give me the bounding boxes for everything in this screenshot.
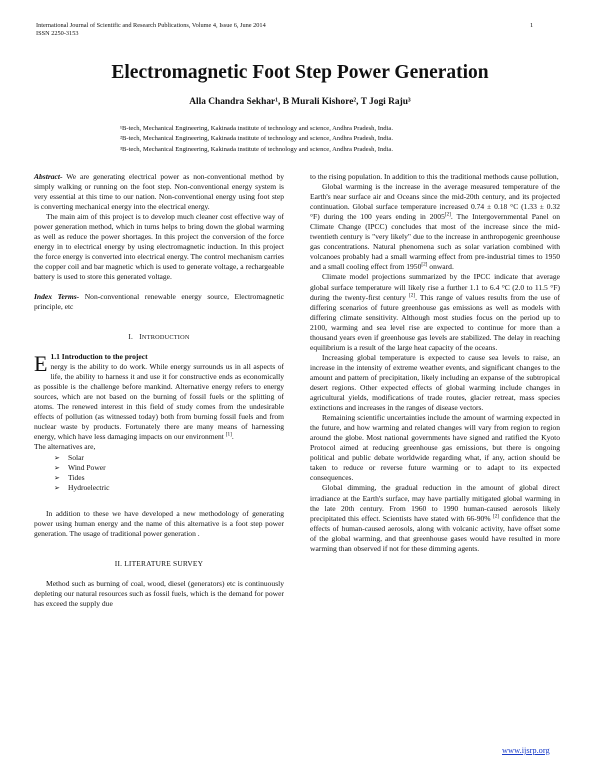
global-dimming-paragraph: Global dimming, the gradual reduction in the amount of global direct irradiance at the Earth's surface, may have partially mitigated global warming in the late 20th century. From 1960 to 1990 human-caused aerosols likely precipitated this effect. Scientists have stated with 66-90% [2] confidence that the effects of human-caused aerosols, along with volcanic activity, have offset some of the global warming, and that greenhouse gases would have resulted in more warming than observed if not for these dimming agents. <box>310 483 560 553</box>
climate-model-paragraph: Climate model projections summarized by the IPCC indicate that average global surface temperature will likely rise a further 1.1 to 6.4 °C (2.0 to 11.5 °F) during the twenty-first century [2]. This range of values results from the use of differing scenarios of future greenhouse gas emissions as well as models with differing climate sensitivity. Although most studies focus on the period up to 2100, warming and sea level rise are expected to continue for more than a thousand years even if greenhouse gas levels are stabilized. The delay in reaching equilibrium is a result of the large heat capacity of the oceans. <box>310 272 561 352</box>
drop-cap: E <box>34 350 48 376</box>
arrow-bullet-icon: ➢ <box>54 464 60 473</box>
author-list: Alla Chandra Sekhar¹, B Murali Kishore², T Jogi Raju³ <box>189 97 411 107</box>
index-terms-label: Index Terms- <box>34 291 80 301</box>
intro-paragraph: E 1.1 Introduction to the project nergy is the ability to do work. While energy surrounds us in all aspects of life, the ability to harness it and use it for constructive ends as economically as possible is the challenge before mankind. Alternative energy refers to energy sources, which are not based on the burning of fossil fuels or the splitting of atoms. The renewed interest in this field of study comes from the undesirable effects of pollution (as witnessed today) both from burning fossil fuels and from nuclear waste by products. Fortunately there are many means of harnessing energy, which have less damaging impacts on our environment [1]. <box>34 350 284 442</box>
journal-citation: International Journal of Scientific and Research Publications, Volume 4, Issue 6, June 2014 <box>36 22 266 29</box>
intro-paragraph-2: In addition to these we have developed a new methodology of generating power using human energy and the name of this alternative is a foot step power generation. The usage of traditional power generation . <box>34 509 284 539</box>
citation-ref: [2] <box>409 292 416 299</box>
arrow-bullet-icon: ➢ <box>54 484 60 493</box>
affiliation-2: ²B-tech, Mechanical Engineering, Kakinada institute of technology and science, Andhra Pradesh, India. <box>120 135 393 143</box>
citation-ref: [1] <box>225 431 232 438</box>
issn: ISSN 2250-3153 <box>36 30 79 38</box>
temperature-effects-paragraph: Increasing global temperature is expected to cause sea levels to raise, an increase in the intensity of extreme weather events, and significant changes to the amount and pattern of precipitation, likely including an expanse of the subtropical desert regions. Other expected effects of global warming include changes in agricultural yields, modifications of trade routes, glacier retreat, mass species extinctions and increases in the ranges of disease vectors. <box>310 352 560 413</box>
running-header <box>36 22 266 38</box>
section-heading-introduction: I. INTRODUCTION <box>128 331 190 341</box>
right-column <box>310 172 560 554</box>
alternatives-list <box>34 453 284 493</box>
abstract-paragraph-2: The main aim of this project is to develop much cleaner cost effective way of power generation method, which in turns helps to bring down the global warming as well as reduce the power shortages. In this project the conversion of the force energy in to electrical energy by using electromagnetic induction. In this project the force energy is converted into electrical energy. The control mechanism carries the copper coil and bar magnetic which is used to generate voltage, a rechargeable battery is used to store this generated voltage. <box>34 212 284 282</box>
arrow-bullet-icon: ➢ <box>54 474 60 483</box>
journal-website-link[interactable]: www.ijsrp.org <box>502 746 550 755</box>
affiliation-1: ¹B-tech, Mechanical Engineering, Kakinada institute of technology and science, Andhra Pradesh, India. <box>120 125 393 132</box>
citation-ref: [2] <box>444 211 451 218</box>
citation-ref: [2] <box>492 513 500 520</box>
abstract-label: Abstract- <box>34 172 63 181</box>
left-column <box>34 172 284 609</box>
paragraph-continued: to the rising population. In addition to this the traditional methods cause pollution, <box>310 172 559 181</box>
citation-ref: [2] <box>421 261 428 268</box>
uncertainties-paragraph: Remaining scientific uncertainties include the amount of warming expected in the future, and how warming and related changes will vary from region to region around the globe. Most national governments have signed and ratified the Kyoto Protocol aimed at reducing greenhouse gas emissions, but there is ongoing political and public debate worldwide regarding what, if any, action should be taken to reduce or reverse future warming or to adapt to its expected consequences. <box>310 413 560 483</box>
paper-title: Electromagnetic Foot Step Power Generation <box>111 62 489 83</box>
alternatives-intro: The alternatives are, <box>34 442 96 452</box>
page-number: 1 <box>530 22 534 29</box>
affiliation-3: ³B-tech, Mechanical Engineering, Kakinada institute of technology and science, Andhra Pradesh, India. <box>120 145 393 153</box>
global-warming-paragraph: Global warming is the increase in the average measured temperature of the Earth's near surface air and Oceans since the mid-20th century, and its projected continuation. Global surface temperature increased 0.74 ± 0.18 °C (1.33 ± 0.32 °F) during the 100 years ending in 2005[2]. The Intergovernmental Panel on Climate Change (IPCC) concludes that most of the increase since the mid-twentieth century is "very likely" due to the increase in anthropogenic greenhouse gas concentrations. Natural phenomena such as solar variation combined with volcanoes probably had a small warming effect from pre-industrial times to 1950 and a small cooling effect from 1950[2] onward. <box>310 182 561 272</box>
list-item: ➢ Solar <box>54 453 84 463</box>
subsection-heading: 1.1 Introduction to the project <box>50 351 148 361</box>
literature-paragraph: Method such as burning of coal, wood, diesel (generators) etc is continuously depleting our natural resources such as fossil fuels, which is the demand for power has exceed the supply due <box>34 578 284 608</box>
abstract: Abstract- We are generating electrical power as non-conventional method by simply walking or running on the foot step. Non-conventional energy system is very essential at this time to our nation. Non-conventional energy using foot step is converting mechanical energy into the electrical energy. <box>34 172 284 212</box>
list-item: ➢ Hydroelectric <box>54 483 110 493</box>
arrow-bullet-icon: ➢ <box>54 454 60 463</box>
list-item: ➢ Tides <box>54 473 85 483</box>
list-item: ➢ Wind Power <box>54 463 106 473</box>
affiliations <box>120 124 560 155</box>
section-heading-literature-survey: II. LITERATURE SURVEY <box>114 559 204 569</box>
index-terms: Index Terms- Non-conventional renewable energy source, Electromagnetic principle, etc <box>34 291 284 311</box>
